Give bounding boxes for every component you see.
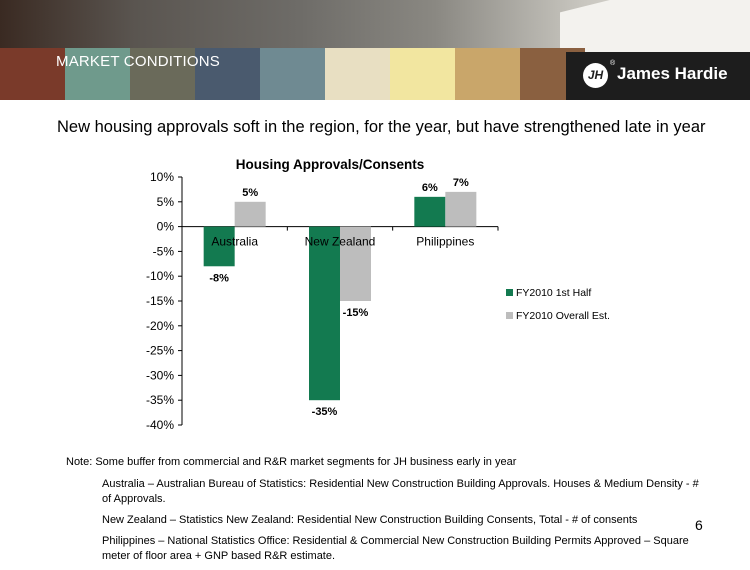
- y-tick-label: -40%: [145, 418, 174, 432]
- x-tick-label: Australia: [211, 234, 259, 249]
- bar-fy2010-1st-half: [414, 197, 445, 227]
- y-tick-label: 5%: [156, 194, 174, 209]
- y-tick-label: -20%: [145, 318, 174, 333]
- headline: New housing approvals soft in the region, for the year, but have strengthened late in year: [57, 118, 706, 136]
- logo-icon: JH: [583, 63, 608, 88]
- y-tick-label: 0%: [156, 219, 174, 234]
- logo-text: James Hardie: [617, 64, 728, 83]
- notes-section: [66, 455, 706, 570]
- source-australia: Australia – Australian Bureau of Statistics: Residential New Construction Building Approvals. Houses & Medium Density - # of Approvals.: [102, 478, 699, 505]
- bar-fy2010-overall-est-: [235, 202, 266, 227]
- page-number: 6: [695, 517, 703, 533]
- x-tick-label: New Zealand: [304, 234, 376, 249]
- logo-registered-mark: ®: [610, 60, 616, 67]
- data-label: 6%: [421, 181, 438, 194]
- y-tick-label: -25%: [145, 343, 174, 358]
- legend-swatch: [506, 312, 513, 319]
- chart-title: Housing Approvals/Consents: [235, 157, 425, 172]
- y-tick-label: 10%: [149, 170, 174, 184]
- data-label: -15%: [342, 307, 369, 319]
- data-label: -35%: [311, 406, 338, 419]
- data-label: 5%: [242, 186, 259, 199]
- legend-swatch: [506, 289, 513, 296]
- y-tick-label: -30%: [145, 368, 174, 383]
- data-label: -8%: [209, 272, 229, 285]
- x-tick-label: Philippines: [416, 234, 475, 249]
- note-text: Note: Some buffer from commercial and R&R market segments for JH business early in year: [66, 456, 517, 468]
- legend-label: FY2010 1st Half: [516, 287, 592, 299]
- data-label: 7%: [452, 176, 469, 189]
- y-tick-label: -10%: [145, 269, 174, 284]
- y-tick-label: -15%: [145, 294, 174, 308]
- y-tick-label: -5%: [152, 244, 174, 259]
- bar-fy2010-1st-half: [309, 227, 340, 401]
- source-new-zealand: New Zealand – Statistics New Zealand: Residential New Construction Building Consents, Total - # of consents: [102, 514, 638, 526]
- bar-fy2010-overall-est-: [445, 192, 476, 227]
- section-title: MARKET CONDITIONS: [56, 53, 220, 70]
- legend-label: FY2010 Overall Est.: [516, 310, 610, 322]
- source-philippines: Philippines – National Statistics Office: Residential & Commercial New Construction Building Permits Approved – Square meter of floor area + GNP based R&R estimate.: [102, 535, 689, 562]
- y-tick-label: -35%: [145, 393, 174, 408]
